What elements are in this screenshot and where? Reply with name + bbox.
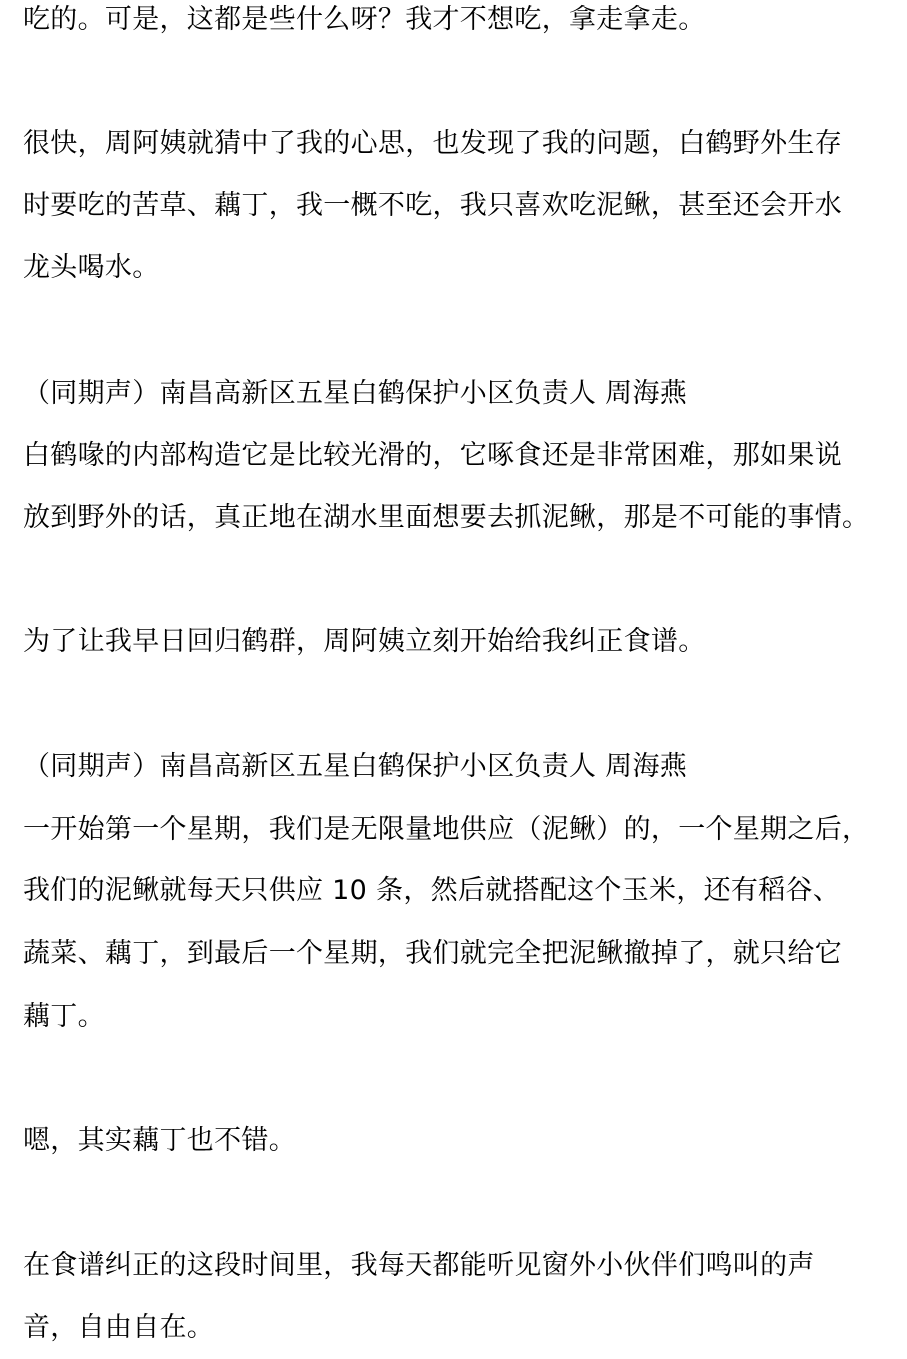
- text-line: 龙头喝水。: [23, 252, 160, 283]
- text-line: 白鹤喙的内部构造它是比较光滑的，它啄食还是非常困难，那如果说: [23, 440, 842, 471]
- text-line: 嗯，其实藕丁也不错。: [23, 1125, 296, 1156]
- text-line: 我们的泥鳅就每天只供应 10 条，然后就搭配这个玉米，还有稻谷、: [23, 875, 841, 906]
- text-line: 蔬菜、藕丁，到最后一个星期，我们就完全把泥鳅撤掉了，就只给它: [23, 938, 842, 969]
- text-line: 一开始第一个星期，我们是无限量地供应（泥鳅）的，一个星期之后，: [23, 814, 870, 845]
- text-line: 为了让我早日回归鹤群，周阿姨立刻开始给我纠正食谱。: [23, 626, 706, 657]
- speaker-credit: （同期声）南昌高新区五星白鹤保护小区负责人 周海燕: [23, 378, 688, 409]
- text-line: 放到野外的话，真正地在湖水里面想要去抓泥鳅，那是不可能的事情。: [23, 502, 870, 533]
- text-line: 藕丁。: [23, 1001, 105, 1032]
- text-line: 音，自由自在。: [23, 1312, 215, 1343]
- text-line: 很快，周阿姨就猜中了我的心思，也发现了我的问题，白鹤野外生存: [23, 128, 842, 159]
- speaker-credit: （同期声）南昌高新区五星白鹤保护小区负责人 周海燕: [23, 751, 688, 782]
- text-line: 在食谱纠正的这段时间里，我每天都能听见窗外小伙伴们鸣叫的声: [23, 1250, 815, 1281]
- text-line: 时要吃的苦草、藕丁，我一概不吃，我只喜欢吃泥鳅，甚至还会开水: [23, 190, 842, 221]
- text-line: 吃的。可是，这都是些什么呀？我才不想吃，拿走拿走。: [23, 4, 706, 35]
